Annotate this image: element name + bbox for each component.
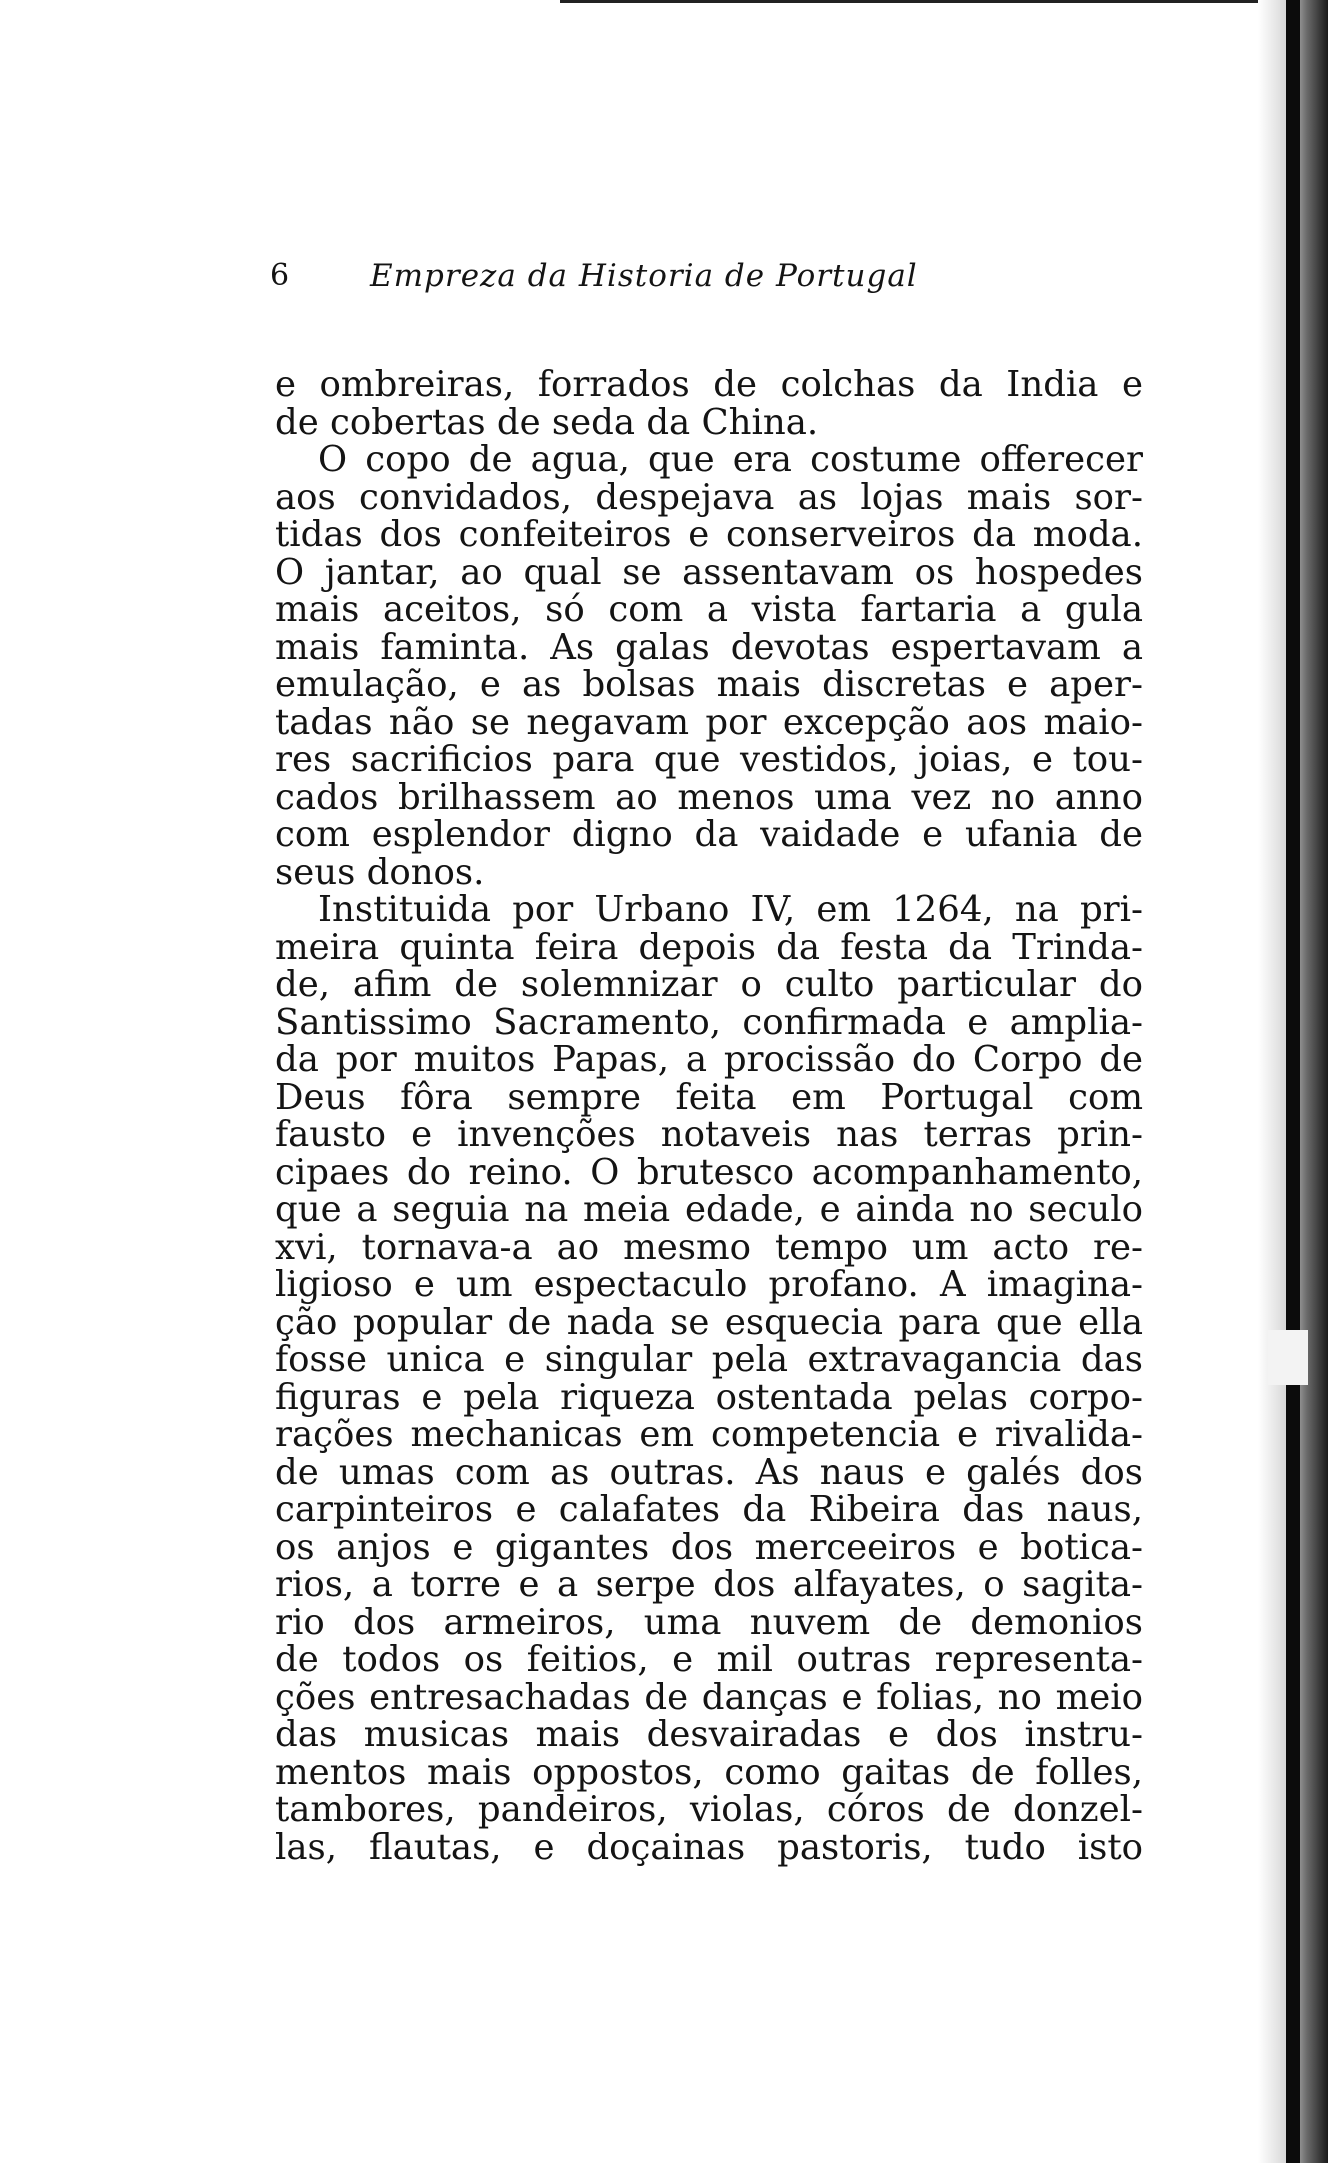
text-line: que a seguia na meia edade, e ainda no seculo — [275, 1189, 1143, 1230]
text-line: ções entresachadas de danças e folias, no meio — [275, 1676, 1143, 1718]
text-line: res sacrificios para que vestidos, joias, e tou- — [275, 739, 1143, 780]
text-line: das musicas mais desvairadas e dos instru- — [275, 1714, 1143, 1755]
text-line: meira quinta feira depois da festa da Trinda- — [275, 926, 1143, 968]
text-line: tadas não se negavam por excepção aos maio- — [275, 701, 1143, 743]
text-line: de, afim de solemnizar o culto particular do — [275, 964, 1143, 1005]
text-line: cados brilhassem ao menos uma vez no anno — [275, 776, 1143, 818]
text-line: fosse unica e singular pela extravagancia das — [275, 1339, 1143, 1380]
text-line: de cobertas de seda da China. — [275, 401, 819, 443]
text-line: da por muitos Papas, a procissão do Corpo de — [275, 1039, 1143, 1080]
body-text — [275, 366, 1143, 1866]
binding-edge-upper — [1286, 0, 1300, 1330]
binding-edge-gap — [1268, 1330, 1308, 1385]
text-line: O jantar, ao qual se assentavam os hospedes — [275, 551, 1143, 593]
running-title: Empreza da Historia de Portugal — [370, 258, 918, 294]
text-line: emulação, e as bolsas mais discretas e aper- — [275, 664, 1143, 705]
text-line: mais aceitos, só com a vista fartaria a gula — [275, 589, 1143, 630]
text-line: xvi, tornava-a ao mesmo tempo um acto re- — [275, 1226, 1143, 1268]
text-line: figuras e pela riqueza ostentada pelas corpo- — [275, 1376, 1143, 1418]
text-line: carpinteiros e calafates da Ribeira das naus, — [275, 1489, 1143, 1530]
text-line: e ombreiras, forrados de colchas da India e — [275, 364, 1143, 405]
text-line: rios, a torre e a serpe dos alfayates, o sagita- — [275, 1564, 1143, 1605]
text-line: ção popular de nada se esquecia para que ella — [275, 1301, 1143, 1343]
text-line: tidas dos confeiteiros e conserveiros da moda. — [275, 514, 1143, 555]
text-line: tambores, pandeiros, violas, córos de donzel- — [275, 1789, 1143, 1830]
text-line: aos convidados, despejava as lojas mais sor- — [275, 476, 1143, 518]
text-line: ligioso e um espectaculo profano. A imagina- — [275, 1264, 1143, 1305]
text-line: rio dos armeiros, uma nuvem de demonios — [275, 1601, 1143, 1643]
text-line: O copo de agua, que era costume offerecer — [318, 439, 1143, 480]
page-number: 6 — [270, 258, 290, 293]
text-line: de umas com as outras. As naus e galés dos — [275, 1451, 1143, 1493]
text-line: com esplendor digno da vaidade e ufania de — [275, 814, 1143, 855]
text-line: Instituida por Urbano IV, em 1264, na pri- — [318, 889, 1143, 930]
text-line: os anjos e gigantes dos merceeiros e botica- — [275, 1526, 1143, 1568]
text-line: mentos mais oppostos, como gaitas de folles, — [275, 1751, 1143, 1793]
text-line: cipaes do reino. O brutesco acompanhamento, — [275, 1151, 1143, 1193]
running-header — [270, 258, 1120, 298]
binding-edge-lower — [1286, 1385, 1300, 2163]
text-line: seus donos. — [275, 851, 485, 893]
text-line: Santissimo Sacramento, confirmada e amplia- — [275, 1001, 1143, 1043]
text-line: mais faminta. As galas devotas espertavam a — [275, 626, 1143, 668]
text-line: las, flautas, e doçainas pastoris, tudo isto — [275, 1826, 1143, 1868]
text-line: fausto e invenções notaveis nas terras prin- — [275, 1114, 1143, 1155]
text-line: rações mechanicas em competencia e rivalida- — [275, 1414, 1143, 1455]
scan-top-edge — [560, 0, 1328, 3]
text-line: Deus fôra sempre feita em Portugal com — [275, 1076, 1143, 1118]
text-line: de todos os feitios, e mil outras representa- — [275, 1639, 1143, 1680]
